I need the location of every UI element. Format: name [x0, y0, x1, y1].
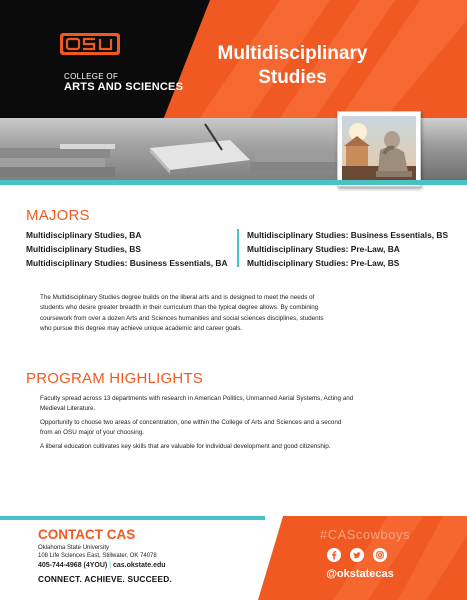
major-item: Multidisciplinary Studies: Pre-Law, BA — [247, 244, 400, 254]
major-item: Multidisciplinary Studies: Pre-Law, BS — [247, 258, 400, 268]
major-item: Multidisciplinary Studies, BS — [26, 244, 141, 254]
instagram-icon[interactable] — [373, 548, 387, 562]
highlight-line: Faculty spread across 13 departments with research in American Politics, Unmanned Aerial Systems, Acting and — [40, 395, 354, 402]
description-line: The Multidisciplinary Studies degree builds on the liberal arts and is designed to meet the needs of — [40, 294, 315, 301]
slogan: CONNECT. ACHIEVE. SUCCEED. — [38, 574, 172, 584]
program-highlights-heading: PROGRAM HIGHLIGHTS — [26, 370, 203, 387]
highlight-item — [40, 418, 440, 438]
highlight-line: Medieval Literature. — [40, 405, 96, 412]
twitter-icon[interactable] — [350, 548, 364, 562]
highlight-line: Opportunity to choose two areas of concentration, one within the College of Arts and Sciences and a second — [40, 419, 342, 426]
contact-phone[interactable]: 405-744-4968 (4YOU) — [38, 562, 108, 569]
major-item: Multidisciplinary Studies: Business Essentials, BA — [26, 258, 228, 268]
description-line: coursework from over a dozen Arts and Sciences humanities and social sciences disciplines, students — [40, 314, 324, 322]
contact-address: 108 Life Sciences East, Stillwater, OK 74078 — [38, 553, 157, 559]
page-title-line1: Multidisciplinary — [217, 43, 368, 64]
thinker-statue-illustration — [342, 116, 416, 182]
majors-list-left — [26, 228, 228, 270]
highlight-line: from an OSU major of your choosing. — [40, 429, 144, 436]
majors-list-right — [247, 228, 448, 270]
college-label-line2: ARTS AND SCIENCES — [64, 81, 184, 93]
program-highlights-list — [40, 394, 440, 452]
program-description — [40, 293, 432, 335]
majors-heading: MAJORS — [26, 207, 90, 224]
contact-university: Oklahoma State University — [38, 545, 110, 551]
contact-phone-web — [38, 562, 166, 569]
highlight-item — [40, 394, 440, 414]
contact-separator: | — [109, 562, 112, 569]
books-illustration — [0, 118, 340, 180]
description-line: who pursue this degree may achieve unique academic and career goals. — [40, 325, 243, 333]
contact-heading: CONTACT CAS — [38, 527, 136, 542]
major-item: Multidisciplinary Studies: Business Essentials, BS — [247, 230, 449, 240]
highlight-item — [40, 442, 440, 452]
facebook-icon[interactable] — [327, 548, 341, 562]
header-banner — [0, 0, 467, 118]
hashtag: #CAScowboys — [319, 527, 411, 542]
highlight-line: A liberal education cultivates key skills that are valuable for individual development and good citizenship. — [40, 443, 331, 450]
page-title — [205, 42, 380, 90]
major-item: Multidisciplinary Studies, BA — [26, 230, 142, 240]
college-label-line1: COLLEGE OF — [64, 72, 119, 81]
footer-teal-bar — [0, 516, 265, 520]
teal-divider-bar — [0, 180, 467, 185]
social-handle[interactable]: @okstatecas — [326, 568, 394, 580]
majors-column-divider — [237, 229, 239, 267]
thinker-statue-photo — [337, 111, 421, 187]
contact-website-link[interactable]: cas.okstate.edu — [113, 562, 166, 569]
description-line: students who desire greater breadth in their curriculum than the typical degree allows. By combining — [40, 304, 319, 312]
page-title-line2: Studies — [258, 67, 327, 88]
osu-logo — [60, 30, 120, 58]
